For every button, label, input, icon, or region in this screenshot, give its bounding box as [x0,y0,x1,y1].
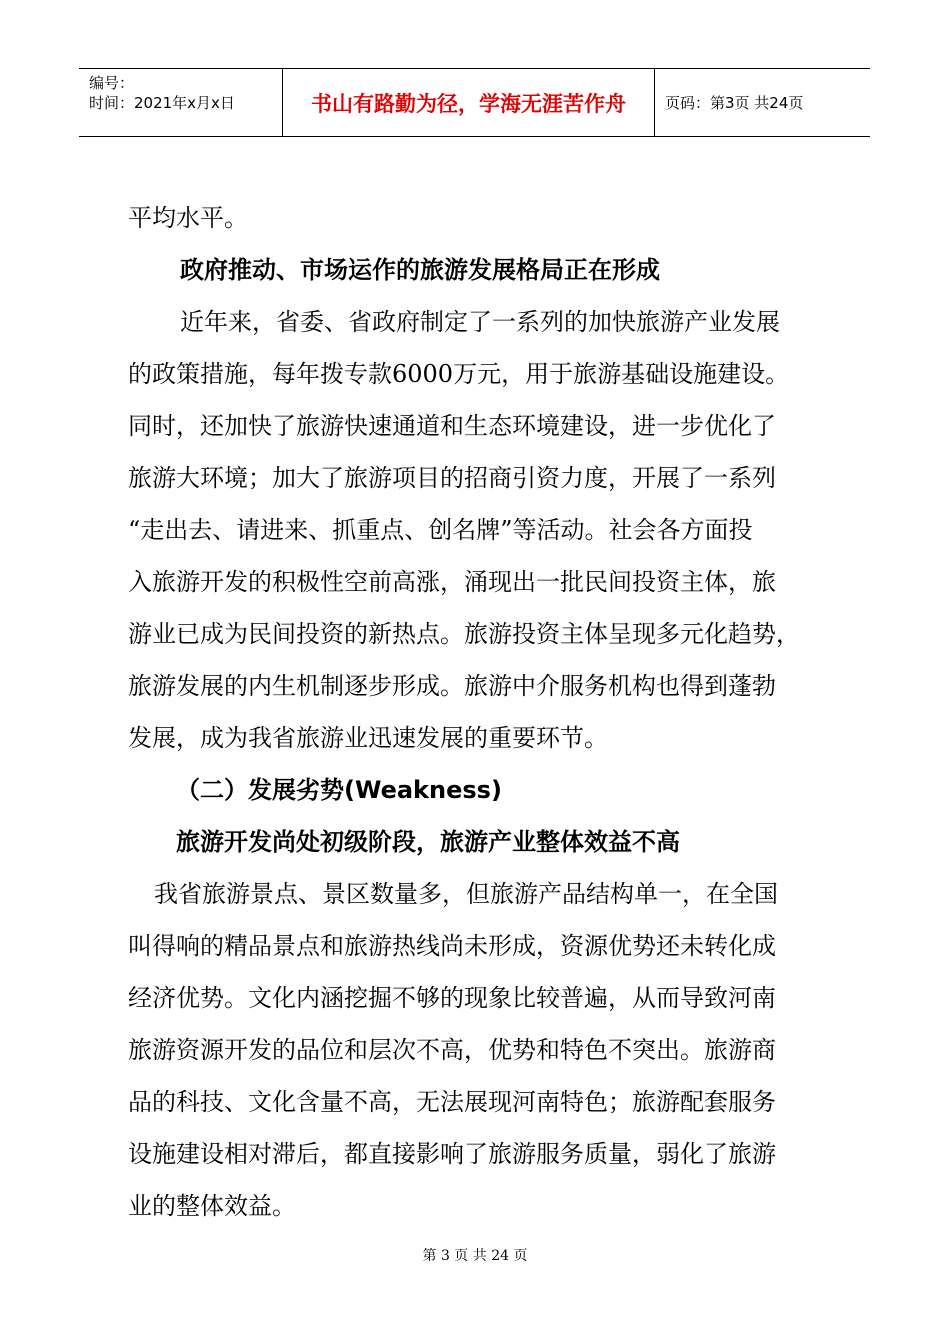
document-time-label: 时间：2021年x月x日 [89,94,235,112]
page-footer: 第 3 页 共 24 页 [422,1248,528,1264]
paragraph-line: 品的科技、文化含量不高，无法展现河南特色；旅游配套服务 [128,1088,776,1116]
paragraph-line: 业的整体效益。 [128,1192,296,1220]
paragraph-line: 经济优势。文化内涵挖掘不够的现象比较普遍，从而导致河南 [128,984,776,1012]
section-subheading: 旅游开发尚处初级阶段，旅游产业整体效益不高 [176,828,680,856]
header-table [79,68,870,137]
paragraph-line: “走出去、请进来、抓重点、创名牌”等活动。社会各方面投 [128,516,753,544]
paragraph-line: 旅游发展的内生机制逐步形成。旅游中介服务机构也得到蓬勃 [128,672,776,700]
paragraph-line: 近年来，省委、省政府制定了一系列的加快旅游产业发展 [180,308,780,336]
header-motto: 书山有路勤为径，学海无涯苦作舟 [282,69,655,136]
header-meta [79,69,282,136]
document-number-label: 编号： [89,74,135,92]
paragraph-line: 的政策措施，每年拨专款6000万元，用于旅游基础设施建设。 [128,360,790,388]
paragraph-line: 同时，还加快了旅游快速通道和生态环境建设，进一步优化了 [128,412,776,440]
paragraph-line: 旅游大环境；加大了旅游项目的招商引资力度，开展了一系列 [128,464,776,492]
paragraph-line: 发展，成为我省旅游业迅速发展的重要环节。 [128,724,608,752]
paragraph-line: 入旅游开发的积极性空前高涨，涌现出一批民间投资主体，旅 [128,568,776,596]
header-page-info: 页码：第3页 共24页 [665,94,804,112]
paragraph-line: 游业已成为民间投资的新热点。旅游投资主体呈现多元化趋势， [128,620,800,648]
paragraph-line: 旅游资源开发的品位和层次不高，优势和特色不突出。旅游商 [128,1036,776,1064]
section-heading: （二）发展劣势(Weakness) [176,776,502,804]
paragraph-line: 我省旅游景点、景区数量多，但旅游产品结构单一，在全国 [154,880,778,908]
paragraph-line: 设施建设相对滞后，都直接影响了旅游服务质量，弱化了旅游 [128,1140,776,1168]
paragraph-line: 叫得响的精品景点和旅游热线尚未形成，资源优势还未转化成 [128,932,776,960]
paragraph-line: 平均水平。 [128,204,248,232]
section-subheading: 政府推动、市场运作的旅游发展格局正在形成 [180,256,660,284]
